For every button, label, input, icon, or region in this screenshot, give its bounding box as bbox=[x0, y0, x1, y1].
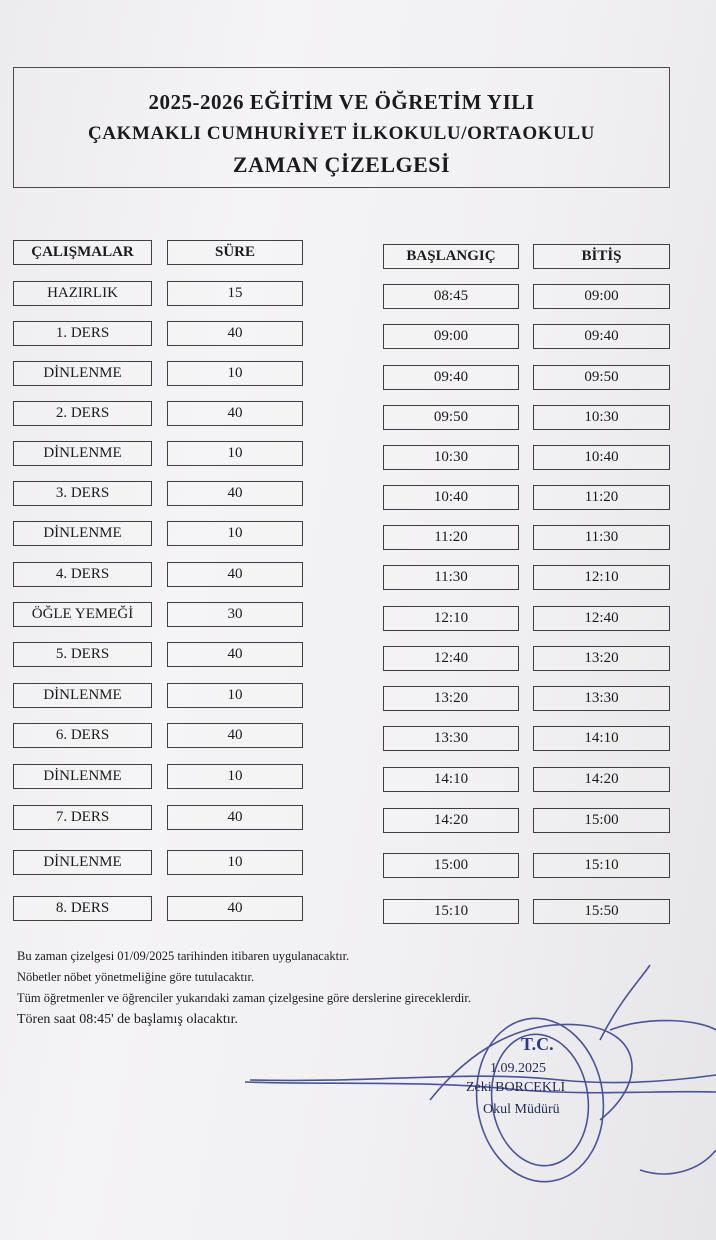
row-end-cell: 09:00 bbox=[533, 284, 670, 309]
row-duration-cell: 40 bbox=[167, 723, 303, 748]
row-activity-cell: 2. DERS bbox=[13, 401, 152, 426]
row-start-cell: 13:20 bbox=[383, 686, 519, 711]
row-start-cell: 09:00 bbox=[383, 324, 519, 349]
row-duration-cell: 40 bbox=[167, 562, 303, 587]
row-duration-cell: 10 bbox=[167, 764, 303, 789]
schedule-title: ZAMAN ÇİZELGESİ bbox=[232, 152, 451, 177]
row-activity-cell: DİNLENME bbox=[13, 441, 152, 466]
row-start-cell: 15:10 bbox=[383, 899, 519, 924]
row-activity-cell: 1. DERS bbox=[13, 321, 152, 346]
row-activity-cell: DİNLENME bbox=[13, 850, 152, 875]
signature-stroke-5 bbox=[610, 1021, 716, 1030]
row-activity-cell: 8. DERS bbox=[13, 896, 152, 921]
row-end-cell: 15:50 bbox=[533, 899, 670, 924]
row-start-cell: 08:45 bbox=[383, 284, 519, 309]
row-end-cell: 15:00 bbox=[533, 808, 670, 833]
row-duration-cell: 40 bbox=[167, 896, 303, 921]
row-end-cell: 13:30 bbox=[533, 686, 670, 711]
note-duty: Nöbetler nöbet yönetmeliğine göre tutulacaktır. bbox=[17, 970, 255, 984]
row-duration-cell: 10 bbox=[167, 683, 303, 708]
row-duration-cell: 40 bbox=[167, 805, 303, 830]
row-end-cell: 10:30 bbox=[533, 405, 670, 430]
column-header-start: BAŞLANGIÇ bbox=[383, 244, 519, 269]
row-start-cell: 14:10 bbox=[383, 767, 519, 792]
signatory-role: Okul Müdürü bbox=[483, 1102, 560, 1117]
row-end-cell: 12:10 bbox=[533, 565, 670, 590]
row-start-cell: 14:20 bbox=[383, 808, 519, 833]
notes-block bbox=[17, 946, 471, 1030]
row-duration-cell: 40 bbox=[167, 401, 303, 426]
row-activity-cell: DİNLENME bbox=[13, 521, 152, 546]
row-start-cell: 12:10 bbox=[383, 606, 519, 631]
row-activity-cell: 3. DERS bbox=[13, 481, 152, 506]
note-start-date: Bu zaman çizelgesi 01/09/2025 tarihinden itibaren uygulanacaktır. bbox=[17, 949, 350, 963]
column-header-duration: SÜRE bbox=[167, 240, 303, 265]
academic-year-title: 2025-2026 EĞİTİM VE ÖĞRETİM YILI bbox=[148, 90, 535, 114]
title-box bbox=[13, 67, 670, 188]
signature-stroke-4 bbox=[600, 965, 650, 1040]
signature-date: 1.09.2025 bbox=[490, 1061, 546, 1076]
row-activity-cell: 7. DERS bbox=[13, 805, 152, 830]
row-end-cell: 10:40 bbox=[533, 445, 670, 470]
row-duration-cell: 10 bbox=[167, 361, 303, 386]
row-activity-cell: 4. DERS bbox=[13, 562, 152, 587]
row-duration-cell: 40 bbox=[167, 321, 303, 346]
row-start-cell: 12:40 bbox=[383, 646, 519, 671]
row-activity-cell: HAZIRLIK bbox=[13, 281, 152, 306]
signatory-name: Zeki BORCEKLİ bbox=[466, 1080, 566, 1095]
row-end-cell: 12:40 bbox=[533, 606, 670, 631]
row-activity-cell: DİNLENME bbox=[13, 683, 152, 708]
row-start-cell: 10:40 bbox=[383, 485, 519, 510]
row-end-cell: 14:10 bbox=[533, 726, 670, 751]
column-header-end: BİTİŞ bbox=[533, 244, 670, 269]
row-activity-cell: DİNLENME bbox=[13, 764, 152, 789]
row-start-cell: 10:30 bbox=[383, 445, 519, 470]
row-start-cell: 13:30 bbox=[383, 726, 519, 751]
row-end-cell: 09:50 bbox=[533, 365, 670, 390]
row-end-cell: 15:10 bbox=[533, 853, 670, 878]
row-duration-cell: 10 bbox=[167, 441, 303, 466]
row-duration-cell: 40 bbox=[167, 481, 303, 506]
row-start-cell: 09:40 bbox=[383, 365, 519, 390]
row-activity-cell: 6. DERS bbox=[13, 723, 152, 748]
row-end-cell: 11:20 bbox=[533, 485, 670, 510]
signature-stroke-6 bbox=[640, 1150, 716, 1174]
school-name: ÇAKMAKLI CUMHURİYET İLKOKULU/ORTAOKULU bbox=[87, 123, 596, 144]
row-activity-cell: DİNLENME bbox=[13, 361, 152, 386]
row-activity-cell: ÖĞLE YEMEĞİ bbox=[13, 602, 152, 627]
row-duration-cell: 30 bbox=[167, 602, 303, 627]
row-duration-cell: 40 bbox=[167, 642, 303, 667]
seal-text: T.C. bbox=[521, 1034, 554, 1054]
row-duration-cell: 10 bbox=[167, 521, 303, 546]
note-ceremony: Tören saat 08:45' de başlamış olacaktır. bbox=[17, 1012, 239, 1027]
row-end-cell: 11:30 bbox=[533, 525, 670, 550]
column-header-activity: ÇALIŞMALAR bbox=[13, 240, 152, 265]
row-duration-cell: 10 bbox=[167, 850, 303, 875]
row-start-cell: 11:20 bbox=[383, 525, 519, 550]
row-duration-cell: 15 bbox=[167, 281, 303, 306]
note-attendance: Tüm öğretmenler ve öğrenciler yukarıdaki zaman çizelgesine göre derslerine gireceklerdir. bbox=[17, 991, 471, 1005]
row-activity-cell: 5. DERS bbox=[13, 642, 152, 667]
row-start-cell: 11:30 bbox=[383, 565, 519, 590]
row-start-cell: 09:50 bbox=[383, 405, 519, 430]
row-end-cell: 09:40 bbox=[533, 324, 670, 349]
row-end-cell: 13:20 bbox=[533, 646, 670, 671]
row-end-cell: 14:20 bbox=[533, 767, 670, 792]
row-start-cell: 15:00 bbox=[383, 853, 519, 878]
